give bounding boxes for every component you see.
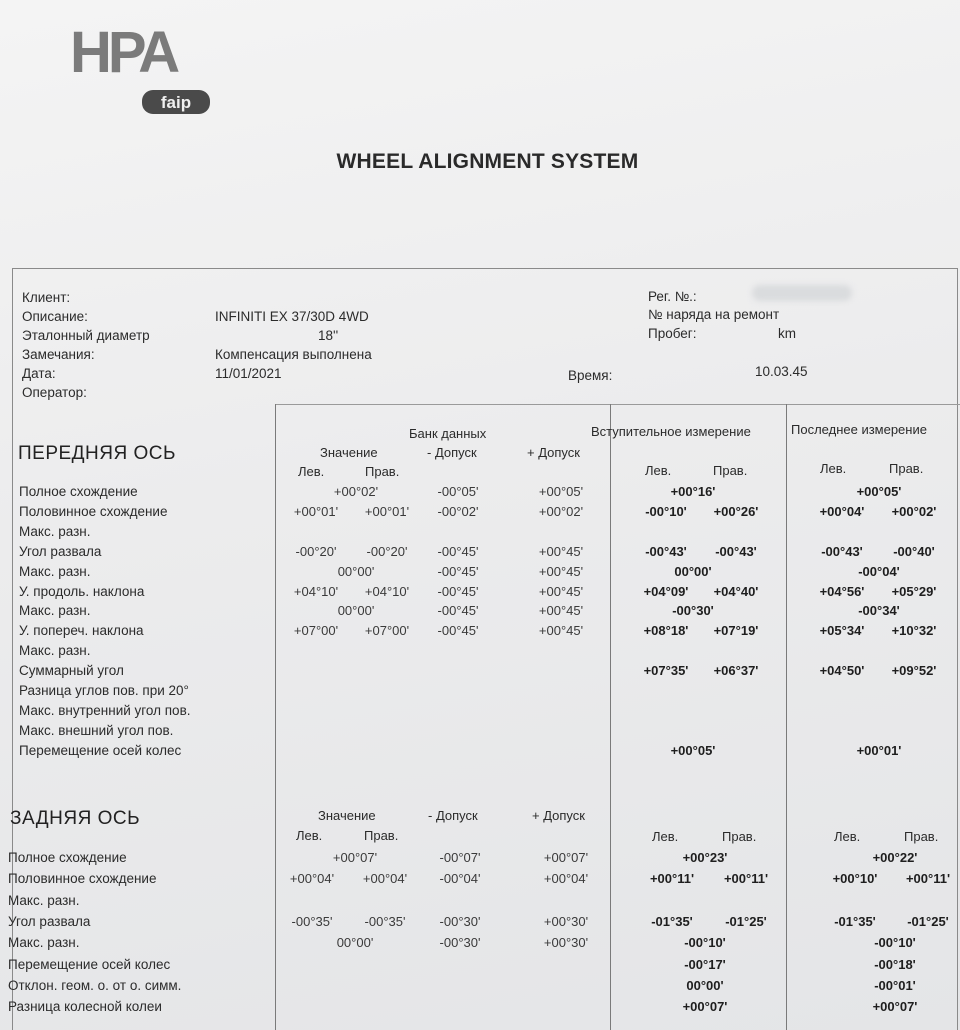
front-ref-right: -00°20' [366, 543, 408, 559]
front-tol-plus: +00°45' [538, 543, 584, 559]
front-row-label: Макс. разн. [19, 643, 91, 659]
last-measurement-header: Последнее измерение [791, 422, 927, 437]
front-ref-value: 00°00' [337, 563, 375, 579]
front-last-value: +00°05' [856, 484, 902, 499]
client-label: Клиент: [22, 290, 71, 305]
front-ref-left: +04°10' [293, 583, 339, 599]
registration-label: Рег. №.: [648, 289, 697, 304]
front-last-right: +05°29' [891, 583, 937, 599]
time-value: 10.03.45 [755, 364, 808, 379]
rear-tol-plus: +00°30' [543, 935, 589, 951]
rear-last-left: -01°35' [834, 913, 876, 929]
front-row-label: Макс. разн. [19, 563, 91, 579]
rear-last-right: -01°25' [907, 913, 949, 929]
front-tol-plus: +00°05' [538, 484, 584, 499]
rear-row-label: Отклон. геом. о. от о. симм. [8, 977, 182, 993]
front-initial-value: +00°16' [670, 484, 716, 499]
front-ref-right-header: Прав. [365, 464, 400, 479]
front-initial-right: +04°40' [713, 583, 759, 599]
description-label: Описание: [22, 309, 88, 324]
front-initial-left: +08°18' [643, 623, 689, 639]
front-last-right-header: Прав. [889, 461, 924, 476]
rear-tol-minus: -00°30' [439, 913, 481, 929]
rear-row-label: Макс. разн. [8, 935, 80, 951]
front-initial-right: -00°43' [715, 543, 757, 559]
rear-last-value: -00°10' [874, 935, 916, 951]
front-tol-minus: -00°45' [437, 603, 479, 619]
front-tol-plus: +00°45' [538, 563, 584, 579]
rear-initial-value: -00°10' [684, 935, 726, 951]
front-ref-right: +04°10' [364, 583, 410, 599]
rear-last-left-header: Лев. [834, 829, 861, 844]
column-divider-last [786, 404, 787, 1030]
front-row-label: Полное схождение [19, 484, 138, 499]
databank-header: Банк данных [409, 426, 487, 441]
front-row-label: Макс. внешний угол пов. [19, 722, 174, 738]
rear-initial-left: +00°11' [649, 871, 695, 887]
rear-ref-right-header: Прав. [364, 828, 399, 843]
front-tol-minus: -00°02' [437, 503, 479, 519]
column-divider-initial [610, 404, 611, 1030]
front-last-left: +05°34' [819, 623, 865, 639]
redacted-registration [752, 285, 852, 301]
diameter-value: 18'' [318, 328, 339, 343]
rear-ref-value: 00°00' [336, 935, 374, 951]
column-divider-labels [275, 404, 276, 1030]
rear-ref-right: +00°04' [362, 871, 408, 887]
rear-row-label: Угол развала [8, 913, 91, 929]
front-last-left: +00°04' [819, 503, 865, 519]
front-initial-right: +06°37' [713, 663, 759, 679]
front-ref-value: 00°00' [337, 603, 375, 619]
description-value: INFINITI EX 37/30D 4WD [215, 309, 369, 324]
rear-row-label: Половинное схождение [8, 871, 157, 887]
front-row-label: Макс. разн. [19, 603, 91, 619]
rear-initial-left: -01°35' [651, 913, 693, 929]
operator-label: Оператор: [22, 385, 87, 400]
rear-initial-value: -00°17' [684, 956, 726, 972]
front-initial-value: 00°00' [674, 563, 712, 579]
hpa-faip-logo [70, 22, 220, 117]
front-initial-left: +04°09' [643, 583, 689, 599]
front-tol-minus: -00°45' [437, 623, 479, 639]
rear-row-label: Разница колесной колеи [8, 999, 162, 1015]
front-row-label: У. попереч. наклона [19, 623, 144, 639]
front-ref-right: +00°01' [364, 503, 410, 519]
front-initial-right: +00°26' [713, 503, 759, 519]
rear-initial-value: +00°07' [682, 999, 728, 1015]
front-axle-title: ПЕРЕДНЯЯ ОСЬ [18, 443, 176, 464]
front-ref-left: +00°01' [293, 503, 339, 519]
rear-tol-plus: +00°30' [543, 913, 589, 929]
section-divider [275, 404, 960, 405]
rear-last-value: -00°01' [874, 977, 916, 993]
mileage-unit: km [778, 326, 796, 341]
front-initial-left: -00°43' [645, 543, 687, 559]
front-last-right: +09°52' [891, 663, 937, 679]
rear-minus-tol-header: - Допуск [428, 808, 478, 823]
rear-ref-left: -00°35' [291, 913, 333, 929]
front-ref-right: +07°00' [364, 623, 410, 639]
front-last-left-header: Лев. [820, 461, 847, 476]
rear-axle-title: ЗАДНЯЯ ОСЬ [10, 808, 141, 829]
rear-last-value: +00°22' [872, 850, 918, 865]
rear-last-right: +00°11' [905, 871, 951, 887]
rear-ref-value: +00°07' [332, 850, 378, 865]
rear-row-label: Макс. разн. [8, 892, 80, 908]
rear-initial-value: 00°00' [686, 977, 724, 993]
rear-tol-plus: +00°07' [543, 850, 589, 865]
rear-tol-plus: +00°04' [543, 871, 589, 887]
date-label: Дата: [22, 366, 56, 381]
front-value-header: Значение [320, 445, 378, 460]
front-row-label: Половинное схождение [19, 503, 168, 519]
front-init-right-header: Прав. [713, 463, 748, 478]
diameter-label: Эталонный диаметр [22, 328, 150, 343]
rear-initial-value: +00°23' [682, 850, 728, 865]
front-last-right: -00°40' [893, 543, 935, 559]
rear-tol-minus: -00°04' [439, 871, 481, 887]
front-last-left: +04°50' [819, 663, 865, 679]
front-last-value: +00°01' [856, 742, 902, 758]
front-row-label: Макс. разн. [19, 523, 91, 539]
front-tol-plus: +00°45' [538, 603, 584, 619]
front-row-label: Макс. внутренний угол пов. [19, 702, 191, 718]
rear-initial-right: -01°25' [725, 913, 767, 929]
front-last-right: +10°32' [891, 623, 937, 639]
front-last-left: -00°43' [821, 543, 863, 559]
front-ref-left: +07°00' [293, 623, 339, 639]
rear-row-label: Полное схождение [8, 850, 127, 865]
rear-last-value: +00°07' [872, 999, 918, 1015]
report-title: WHEEL ALIGNMENT SYSTEM [336, 150, 639, 173]
front-ref-left: -00°20' [295, 543, 337, 559]
order-label: № наряда на ремонт [648, 307, 780, 322]
front-initial-left: -00°10' [645, 503, 687, 519]
front-initial-value: -00°30' [672, 603, 714, 619]
front-row-label: Угол развала [19, 543, 102, 559]
front-last-right: +00°02' [891, 503, 937, 519]
rear-ref-left: +00°04' [289, 871, 335, 887]
front-row-label: Перемещение осей колес [19, 742, 182, 758]
front-initial-right: +07°19' [713, 623, 759, 639]
rear-last-right-header: Прав. [904, 829, 939, 844]
front-tol-minus: -00°45' [437, 563, 479, 579]
front-last-value: -00°34' [858, 603, 900, 619]
front-ref-left-header: Лев. [298, 464, 325, 479]
rear-init-right-header: Прав. [722, 829, 757, 844]
front-initial-left: +07°35' [643, 663, 689, 679]
mileage-label: Пробег: [648, 326, 697, 341]
front-last-value: -00°04' [858, 563, 900, 579]
front-tol-plus: +00°02' [538, 503, 584, 519]
rear-tol-minus: -00°07' [439, 850, 481, 865]
rear-plus-tol-header: + Допуск [532, 808, 585, 823]
logo-sub: faip [160, 93, 192, 112]
rear-ref-left-header: Лев. [296, 828, 323, 843]
rear-last-value: -00°18' [874, 956, 916, 972]
front-initial-value: +00°05' [670, 742, 716, 758]
rear-initial-right: +00°11' [723, 871, 769, 887]
front-tol-plus: +00°45' [538, 583, 584, 599]
front-last-left: +04°56' [819, 583, 865, 599]
initial-measurement-header: Вступительное измерение [591, 424, 751, 439]
front-tol-minus: -00°05' [437, 484, 479, 499]
logo-brand: HPA [70, 22, 177, 85]
front-row-label: Суммарный угол [19, 663, 124, 679]
report-frame [12, 268, 958, 1030]
time-label: Время: [568, 368, 613, 383]
front-tol-plus: +00°45' [538, 623, 584, 639]
front-row-label: Разница углов пов. при 20° [19, 683, 189, 698]
rear-last-left: +00°10' [832, 871, 878, 887]
front-tol-minus: -00°45' [437, 583, 479, 599]
front-ref-value: +00°02' [333, 484, 379, 499]
rear-tol-minus: -00°30' [439, 935, 481, 951]
front-plus-tol-header: + Допуск [527, 445, 580, 460]
front-row-label: У. продоль. наклона [19, 583, 145, 599]
notes-value: Компенсация выполнена [215, 347, 372, 362]
front-init-left-header: Лев. [645, 463, 672, 478]
rear-value-header: Значение [318, 808, 376, 823]
notes-label: Замечания: [22, 347, 95, 362]
rear-init-left-header: Лев. [652, 829, 679, 844]
rear-row-label: Перемещение осей колес [8, 956, 171, 972]
date-value: 11/01/2021 [215, 366, 282, 381]
front-minus-tol-header: - Допуск [427, 445, 477, 460]
front-tol-minus: -00°45' [437, 543, 479, 559]
rear-ref-right: -00°35' [364, 913, 406, 929]
